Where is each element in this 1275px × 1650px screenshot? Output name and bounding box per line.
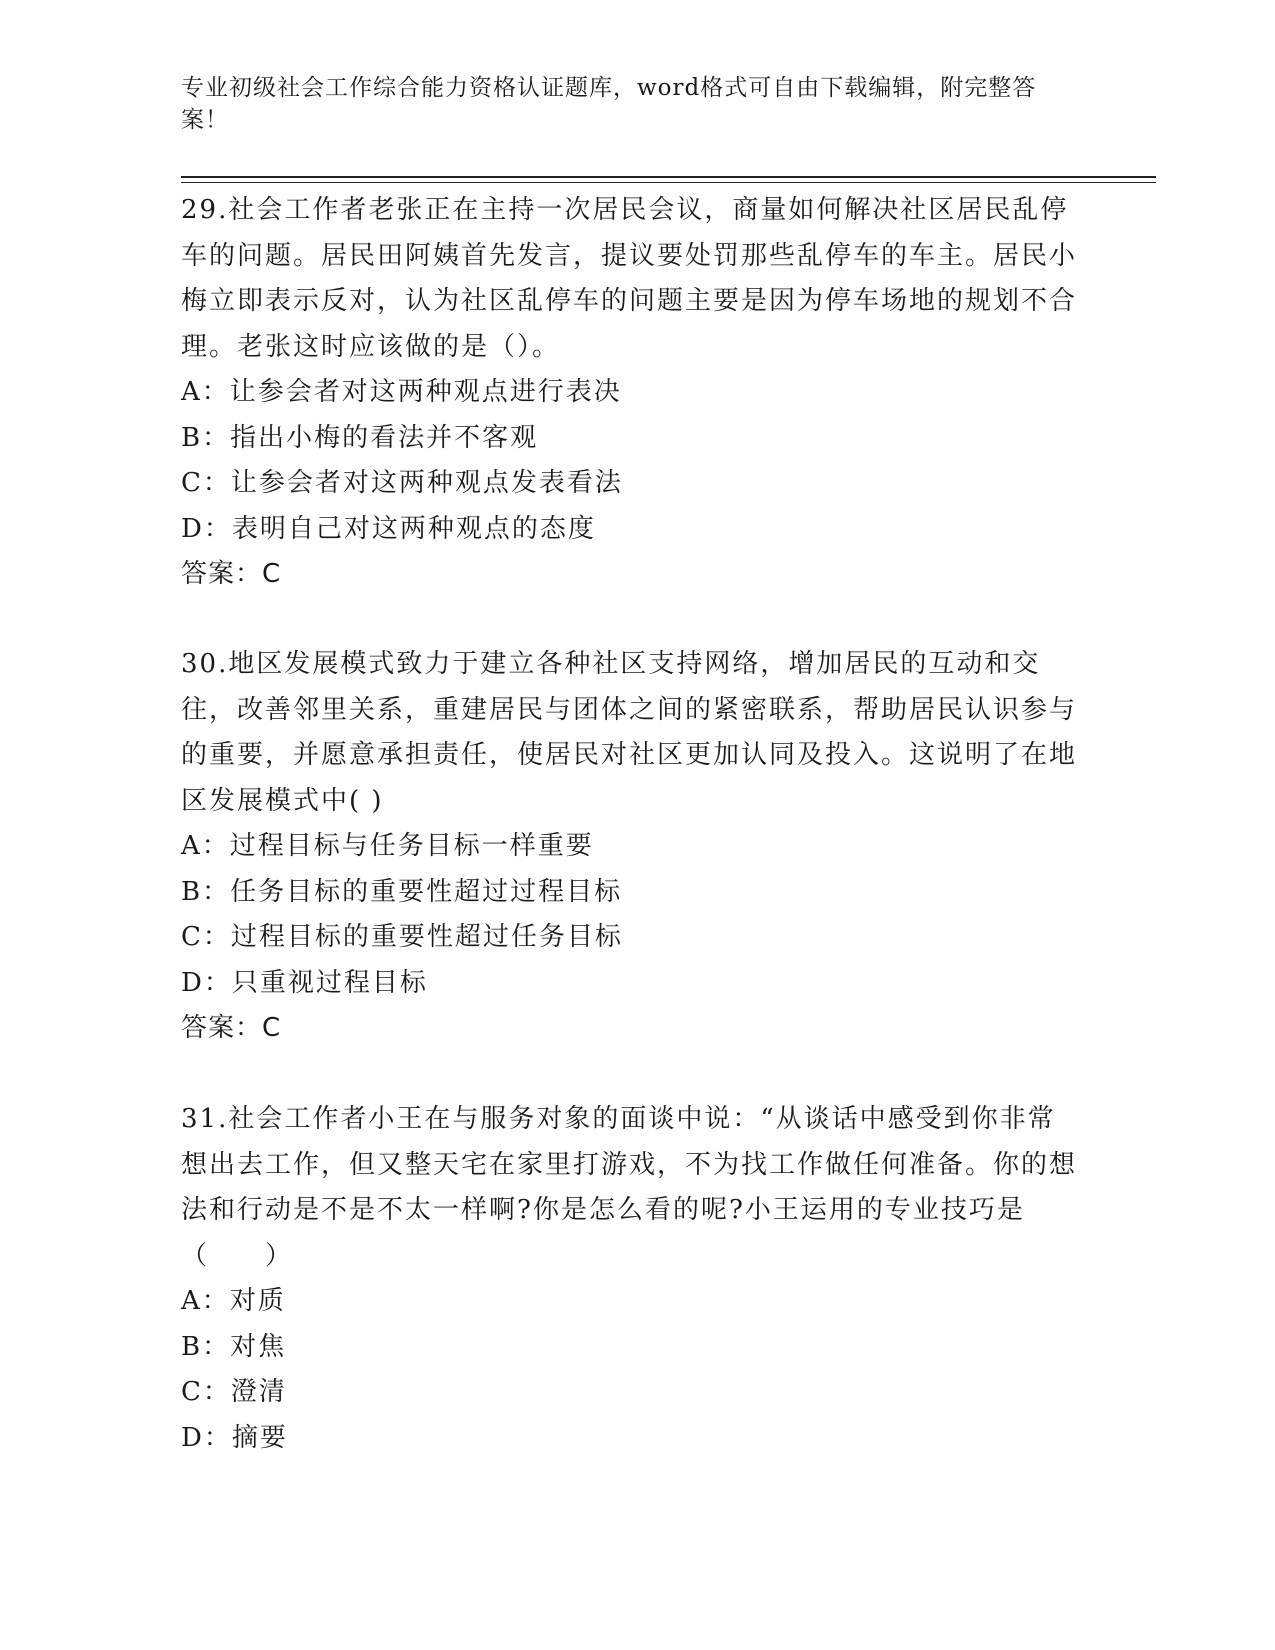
option-a: A：让参会者对这两种观点进行表决 xyxy=(181,377,622,407)
option-d: D：表明自己对这两种观点的态度 xyxy=(181,513,596,544)
question-31 xyxy=(181,1097,1081,1461)
option-b: B：对焦 xyxy=(181,1331,287,1362)
header-divider-thin xyxy=(181,182,1156,183)
answer-line: 答案：C xyxy=(181,559,282,589)
option-b: B：任务目标的重要性超过过程目标 xyxy=(181,876,623,907)
header-divider-thick xyxy=(181,176,1156,178)
option-c: C：澄清 xyxy=(181,1377,287,1407)
option-c: C：让参会者对这两种观点发表看法 xyxy=(181,468,623,498)
question-30 xyxy=(181,642,1081,1052)
header-text: 专业初级社会工作综合能力资格认证题库，word格式可自由下载编辑，附完整答案！ xyxy=(181,75,1037,133)
option-d: D：摘要 xyxy=(181,1422,288,1453)
question-stem: 30.地区发展模式致力于建立各种社区支持网络，增加居民的互动和交往，改善邻里关系，重建居民与团体之间的紧密联系，帮助居民认识参与的重要，并愿意承担责任，使居民对社区更加认同及投入。这说明了在地区发展模式中( ) xyxy=(181,649,1078,816)
option-a: A：对质 xyxy=(181,1286,286,1316)
question-stem: 29.社会工作者老张正在主持一次居民会议，商量如何解决社区居民乱停车的问题。居民田阿姨首先发言，提议要处罚那些乱停车的车主。居民小梅立即表示反对，认为社区乱停车的问题主要是因为停车场地的规划不合理。老张这时应该做的是（）。 xyxy=(181,195,1078,362)
option-c: C：过程目标的重要性超过任务目标 xyxy=(181,922,623,952)
question-stem: 31.社会工作者小王在与服务对象的面谈中说：“从谈话中感受到你非常想出去工作，但又整天宅在家里打游戏，不为找工作做任何准备。你的想法和行动是不是不太一样啊?你是怎么看的呢?小王运用的专业技巧是（ ） xyxy=(181,1104,1078,1271)
document-header xyxy=(181,72,1061,136)
answer-line: 答案：C xyxy=(181,1013,282,1043)
option-a: A：过程目标与任务目标一样重要 xyxy=(181,831,594,861)
option-d: D：只重视过程目标 xyxy=(181,967,428,998)
option-b: B：指出小梅的看法并不客观 xyxy=(181,422,539,453)
question-29 xyxy=(181,188,1081,598)
